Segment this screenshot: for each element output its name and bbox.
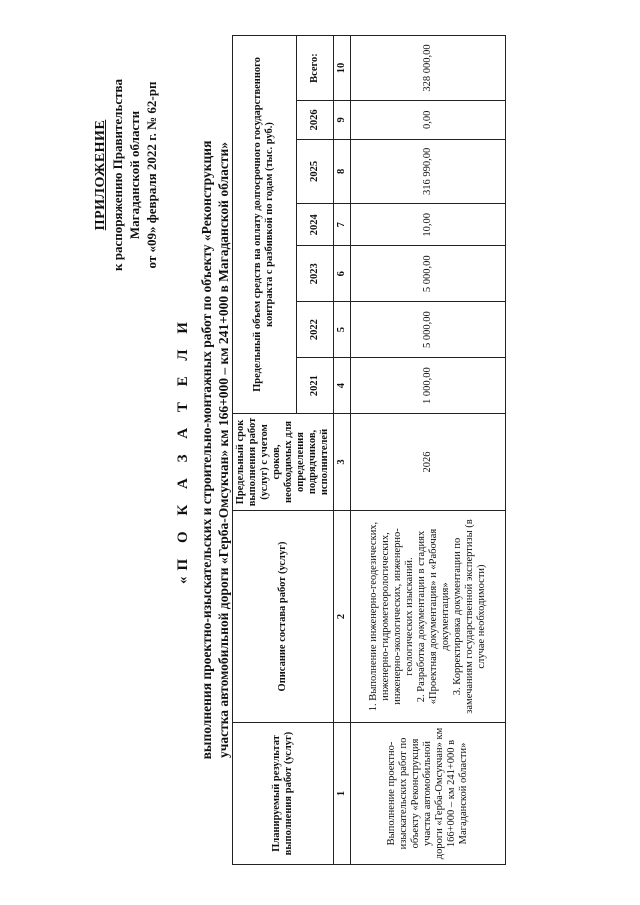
appendix-line: к распоряжению Правительства (110, 78, 125, 272)
appendix-block (92, 30, 160, 320)
row-value: 1 000,00 (351, 358, 506, 414)
title-line: выполнения проектно-изыскательских и строительно-монтажных работ по объекту «Реконструкция (199, 140, 214, 760)
column-number: 5 (334, 302, 351, 358)
column-number: 7 (334, 204, 351, 246)
column-number: 3 (334, 414, 351, 511)
header-year: 2022 (296, 302, 333, 358)
header-year: 2026 (296, 101, 333, 140)
column-number: 1 (334, 723, 351, 865)
appendix-line: Магаданской области (127, 110, 142, 240)
column-number: 6 (334, 246, 351, 302)
description-item: 1. Выполнение инженерно-геодезических, инженерно-гидрометеорологических, инженерно-экологических, инженерно-геологических изысканий. (368, 521, 415, 712)
description-item: 2. Разработка документации в стадиях «Проектная документация» и «Рабочая документация» (416, 528, 451, 705)
header-year: 2024 (296, 204, 333, 246)
row-total: 328 000,00 (351, 36, 506, 101)
title-line: участка автомобильной дороги «Герба-Омсукчан» км 166+000 – км 241+000 в Магаданской области» (216, 142, 231, 758)
column-number-row (334, 36, 351, 865)
document-title (175, 35, 232, 865)
column-number: 10 (334, 36, 351, 101)
row-value: 5 000,00 (351, 246, 506, 302)
row-description (351, 511, 506, 723)
header-deadline: Предельный срок выполнения работ (услуг) с учетом сроков, необходимых для определения подрядчиков, исполнителей (233, 414, 334, 511)
header-year: 2025 (296, 139, 333, 204)
row-value: 316 990,00 (351, 139, 506, 204)
row-value: 10,00 (351, 204, 506, 246)
description-item: 3. Корректировка документации по замечаниям государственной экспертизы (в случае необходимости) (452, 519, 487, 714)
row-value: 5 000,00 (351, 302, 506, 358)
header-year: 2023 (296, 246, 333, 302)
column-number: 9 (334, 101, 351, 140)
header-result: Планируемый результат выполнения работ (услуг) (233, 723, 334, 865)
column-number: 4 (334, 358, 351, 414)
title-spaced: «П О К А З А Т Е Л И (175, 316, 191, 584)
column-number: 8 (334, 139, 351, 204)
row-deadline: 2026 (351, 414, 506, 511)
header-description: Описание состава работ (услуг) (233, 511, 334, 723)
header-limit: Предельный объем средств на оплату долгосрочного государственного контракта с разбивкой по годам (тыс. руб.) (233, 36, 297, 414)
header-year: 2021 (296, 358, 333, 414)
appendix-date: от «09» февраля 2022 г. № 62-рп (144, 81, 159, 269)
indicators-table (232, 35, 506, 865)
header-row (233, 36, 297, 865)
row-result: Выполнение проектно-изыскательских работ по объекту «Реконструкция участка автомобильной дороги «Герба-Омсукчан» км 166+000 – км 241+000 в Магаданской области» (351, 723, 506, 865)
appendix-heading: ПРИЛОЖЕНИЕ (93, 119, 108, 231)
column-number: 2 (334, 511, 351, 723)
header-total: Всего: (296, 36, 333, 101)
row-value: 0,00 (351, 101, 506, 140)
table-row (351, 36, 506, 865)
